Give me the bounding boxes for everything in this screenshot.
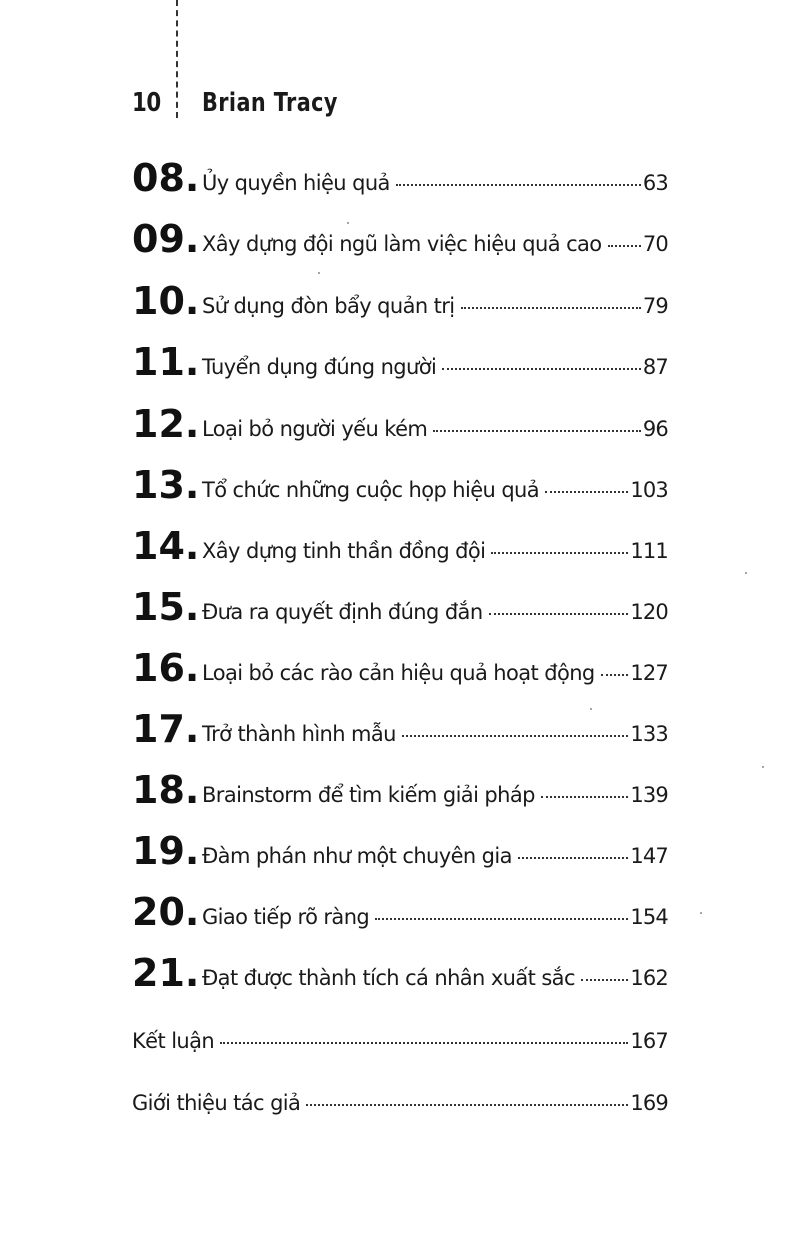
toc-row [0,647,800,691]
toc-row [0,403,800,447]
toc-row [0,341,800,385]
dot-leader [375,918,628,920]
dot-leader [518,857,628,859]
chapter-page: 63 [642,171,668,195]
toc-row [0,280,800,324]
toc-row [0,830,800,874]
dot-leader [489,613,629,615]
toc-row [0,769,800,813]
section-title: Kết luận [132,1029,215,1053]
chapter-number: 19. [132,829,200,873]
toc-entry [202,966,668,990]
scan-speck [745,572,747,574]
toc-entry [202,844,668,868]
scan-speck [590,708,592,710]
chapter-title: Xây dựng đội ngũ làm việc hiệu quả cao [202,232,602,256]
chapter-title: Trở thành hình mẫu [202,722,396,746]
chapter-title: Ủy quyền hiệu quả [202,171,390,195]
dot-leader [608,245,641,247]
chapter-page: 96 [642,417,668,441]
chapter-page: 120 [630,600,668,624]
chapter-number: 14. [132,524,200,568]
toc-entry [202,783,668,807]
chapter-number: 20. [132,890,200,934]
toc-entry [202,539,668,563]
dot-leader [545,491,628,493]
chapter-number: 16. [132,646,200,690]
dot-leader [433,430,641,432]
chapter-page: 87 [642,355,668,379]
chapter-page: 147 [630,844,668,868]
chapter-title: Tổ chức những cuộc họp hiệu quả [202,478,540,502]
chapter-title: Đưa ra quyết định đúng đắn [202,600,483,624]
chapter-number: 09. [132,217,200,261]
dot-leader [396,184,641,186]
chapter-number: 15. [132,585,200,629]
toc-row [0,891,800,935]
toc-entry [202,171,668,195]
section-page: 169 [630,1091,668,1115]
toc-entry [202,232,668,256]
chapter-page: 70 [642,232,668,256]
toc-row [0,708,800,752]
chapter-page: 162 [630,966,668,990]
chapter-page: 79 [642,294,668,318]
toc-row [0,525,800,569]
toc-entry [202,661,668,685]
dot-leader [581,979,628,981]
chapter-number: 12. [132,402,200,446]
toc-row [0,157,800,201]
dot-leader [541,796,628,798]
chapter-number: 17. [132,707,200,751]
chapter-number: 10. [132,279,200,323]
scan-speck [700,912,702,914]
chapter-title: Đạt được thành tích cá nhân xuất sắc [202,966,575,990]
chapter-number: 11. [132,340,200,384]
toc-entry [202,355,668,379]
chapter-number: 18. [132,768,200,812]
toc-entry [132,1091,668,1115]
chapter-title: Brainstorm để tìm kiếm giải pháp [202,783,535,807]
dot-leader [601,674,629,676]
chapter-page: 127 [630,661,668,685]
dot-leader [491,552,628,554]
chapter-number: 08. [132,156,200,200]
chapter-title: Loại bỏ các rào cản hiệu quả hoạt động [202,661,595,685]
running-header-author: Brian Tracy [202,88,338,118]
chapter-title: Giao tiếp rõ ràng [202,905,370,929]
section-page: 167 [630,1029,668,1053]
scan-speck [347,222,349,224]
scan-speck [318,272,320,274]
toc-row [0,586,800,630]
chapter-page: 103 [630,478,668,502]
toc-entry [202,478,668,502]
chapter-number: 21. [132,951,200,995]
chapter-page: 111 [630,539,668,563]
dot-leader [306,1104,628,1106]
toc-row [0,464,800,508]
toc-entry [202,600,668,624]
chapter-page: 133 [630,722,668,746]
page-number: 10 [132,88,161,118]
toc-row-extra [0,1015,800,1059]
chapter-number: 13. [132,463,200,507]
toc-entry [202,905,668,929]
dot-leader [442,368,641,370]
toc-entry [132,1029,668,1053]
dot-leader [220,1042,628,1044]
chapter-title: Xây dựng tinh thần đồng đội [202,539,486,563]
section-title: Giới thiệu tác giả [132,1091,301,1115]
chapter-title: Đàm phán như một chuyên gia [202,844,512,868]
scan-speck [762,766,764,768]
header-divider [176,0,178,118]
toc-row [0,952,800,996]
dot-leader [461,307,641,309]
dot-leader [402,735,628,737]
toc-entry [202,417,668,441]
chapter-title: Tuyển dụng đúng người [202,355,437,379]
chapter-page: 154 [630,905,668,929]
chapter-title: Loại bỏ người yếu kém [202,417,428,441]
toc-row-extra [0,1077,800,1121]
chapter-title: Sử dụng đòn bẩy quản trị [202,294,455,318]
toc-row [0,218,800,262]
toc-entry [202,722,668,746]
toc-entry [202,294,668,318]
chapter-page: 139 [630,783,668,807]
